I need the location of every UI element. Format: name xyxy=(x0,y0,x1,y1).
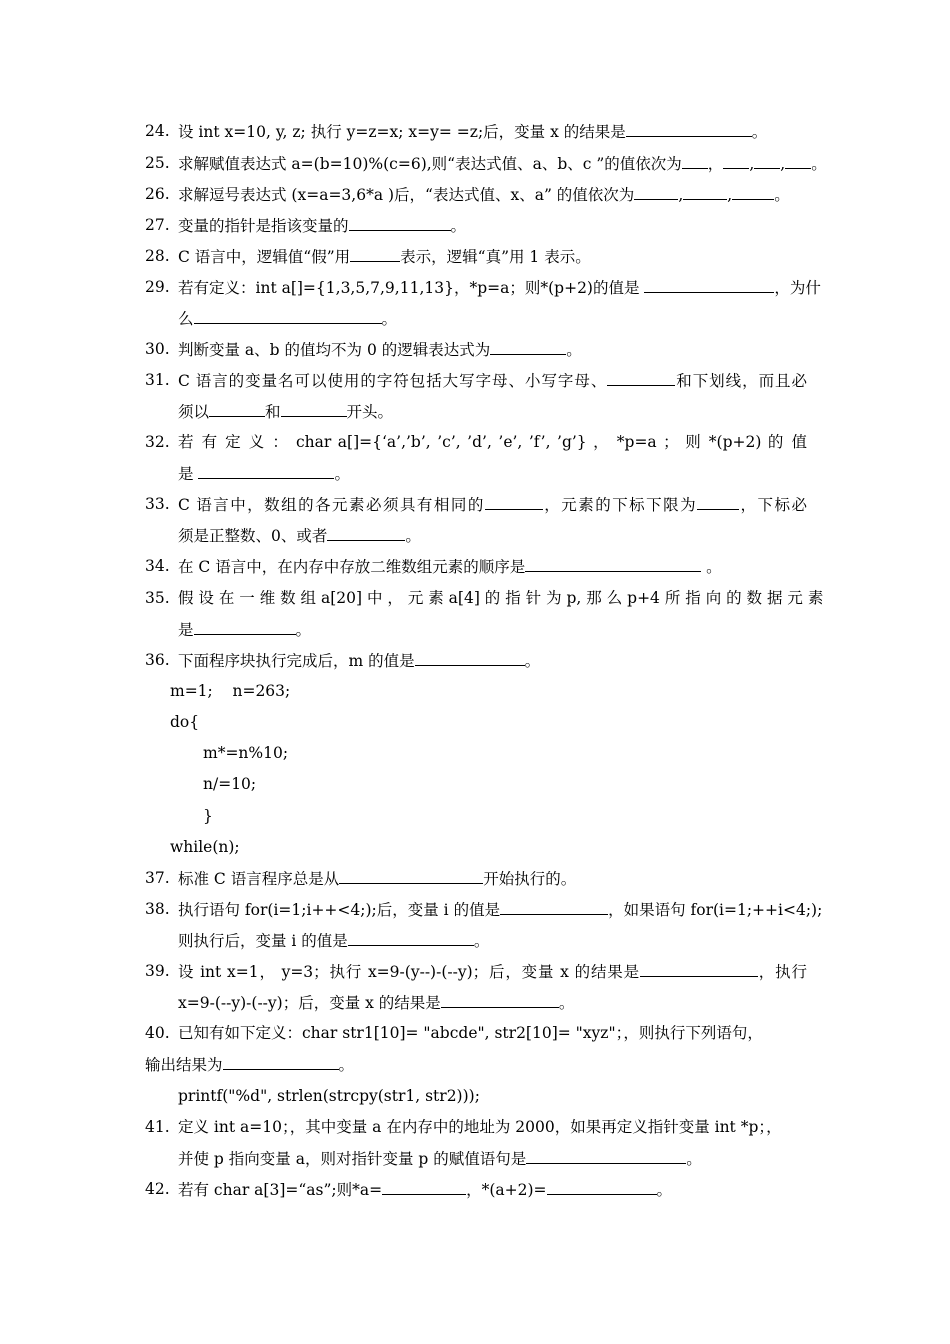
question-number: 42. xyxy=(145,1180,170,1198)
question-text: 和下划线，而且必 xyxy=(675,372,807,390)
answer-blank[interactable] xyxy=(350,246,400,262)
question-number: 38. xyxy=(145,900,170,918)
question-text: 开头。 xyxy=(346,403,394,421)
question-continuation xyxy=(178,463,808,484)
question-body xyxy=(178,277,821,298)
answer-blank[interactable] xyxy=(785,153,811,169)
question-text: 。 xyxy=(334,465,350,483)
question-text: 。 xyxy=(656,1181,673,1199)
code-line: m*=n%10; xyxy=(203,744,289,762)
answer-blank[interactable] xyxy=(349,215,451,231)
answer-blank[interactable] xyxy=(500,899,608,915)
question-body xyxy=(178,246,807,267)
question-body xyxy=(178,153,827,174)
question-text: ， xyxy=(707,155,724,173)
question-text: C 语言的变量名可以使用的字符包括大写字母、小写字母、 xyxy=(178,372,608,390)
question-text: 。 xyxy=(473,932,490,950)
answer-blank[interactable] xyxy=(547,1179,657,1195)
question-body xyxy=(178,339,807,360)
question-text: ，如果语句 for(i=1;++i<4;); xyxy=(608,901,823,919)
question-body xyxy=(178,1023,807,1043)
question-text: 。 xyxy=(751,123,768,141)
question-number: 36. xyxy=(145,651,170,669)
question-text: 判断变量 a、b 的值均不为 0 的逻辑表达式为 xyxy=(178,341,491,359)
question-text: 。 xyxy=(566,341,582,359)
question-text: 输出结果为 xyxy=(145,1056,223,1074)
question-text: 在 C 语言中，在内存中存放二维数组元素的顺序是 xyxy=(178,558,526,576)
question-body xyxy=(178,961,807,982)
code-line: } xyxy=(203,807,213,825)
question-text: 。 xyxy=(450,217,467,235)
question-text: ，为什 xyxy=(774,279,821,297)
question-text: 。 xyxy=(558,994,575,1012)
answer-blank[interactable] xyxy=(348,930,474,946)
question-text: 是 xyxy=(178,465,199,483)
answer-blank[interactable] xyxy=(723,153,749,169)
question-body xyxy=(178,494,807,515)
question-number: 27. xyxy=(145,216,170,234)
question-text: 。 xyxy=(338,1056,355,1074)
question-continuation xyxy=(178,308,808,329)
code-line: m=1; n=263; xyxy=(170,682,291,700)
question-number: 31. xyxy=(145,371,170,389)
question-text: 是 xyxy=(178,621,194,639)
question-number: 34. xyxy=(145,557,170,575)
answer-blank[interactable] xyxy=(682,153,708,169)
question-number: 40. xyxy=(145,1024,170,1042)
answer-blank[interactable] xyxy=(607,370,675,386)
question-body xyxy=(178,556,807,577)
question-continuation xyxy=(178,930,808,951)
question-text: 求解赋值表达式 a=(b=10)%(c=6),则“表达式值、a、b、c ”的值依次为 xyxy=(178,155,682,173)
question-number: 30. xyxy=(145,340,170,358)
question-text: 表示，逻辑“真”用 1 表示。 xyxy=(400,248,591,266)
answer-blank[interactable] xyxy=(634,184,678,200)
question-text: , xyxy=(727,186,733,204)
code-line: n/=10; xyxy=(203,775,257,793)
question-text: , xyxy=(780,155,786,173)
question-text: 若有定义：int a[]={1,3,5,7,9,11,13}，*p=a；则*(p+2)的值是 xyxy=(178,279,645,297)
answer-blank[interactable] xyxy=(382,1179,466,1195)
answer-blank[interactable] xyxy=(339,868,483,884)
question-text: 标准 C 语言程序总是从 xyxy=(178,870,340,888)
question-text: 下面程序块执行完成后，m 的值是 xyxy=(178,652,415,670)
question-text: ，元素的下标下限为 xyxy=(542,496,698,514)
answer-blank[interactable] xyxy=(327,525,405,541)
question-body xyxy=(178,1179,807,1200)
code-line: do{ xyxy=(170,713,200,731)
code-line: while(n); xyxy=(170,838,240,856)
answer-blank[interactable] xyxy=(198,463,334,479)
code-line: printf("%d", strlen(strcpy(str1, str2))); xyxy=(178,1087,480,1105)
question-number: 25. xyxy=(145,154,170,172)
question-body xyxy=(178,121,807,142)
question-text: ，*(a+2)= xyxy=(466,1181,547,1199)
question-text: 假 设 在 一 维 数 组 a[20] 中 ， 元 素 a[4] 的 指 针 为 p, 那 么 p+4 所 指 向 的 数 据 元 素 xyxy=(178,589,824,607)
question-text: 。 xyxy=(686,1150,702,1168)
answer-blank[interactable] xyxy=(697,494,739,510)
question-body xyxy=(178,1117,807,1137)
question-body xyxy=(178,899,823,920)
answer-blank[interactable] xyxy=(194,619,296,635)
question-text: 。 xyxy=(774,186,790,204)
question-text: 若 有 定 义 ： char a[]={‘a’,’b’, ’c’, ’d’, ’e’, ’f’, ’g’} ， *p=a ； 则 *(p+2) 的 值 xyxy=(178,433,807,451)
question-text: ，下标必 xyxy=(739,496,807,514)
answer-blank[interactable] xyxy=(526,1148,686,1164)
answer-blank[interactable] xyxy=(485,494,543,510)
question-number: 28. xyxy=(145,247,170,265)
answer-blank[interactable] xyxy=(644,277,774,293)
question-text: 定义 int a=10；，其中变量 a 在内存中的地址为 2000，如果再定义指针变量 int *p；， xyxy=(178,1118,782,1136)
question-body xyxy=(178,432,807,452)
answer-blank[interactable] xyxy=(683,184,727,200)
question-text: 须是正整数、0、或者 xyxy=(178,527,328,545)
question-text: 变量的指针是指该变量的 xyxy=(178,217,349,235)
answer-blank[interactable] xyxy=(640,961,758,977)
answer-blank[interactable] xyxy=(754,153,780,169)
question-text: 若有 char a[3]=“as”;则*a= xyxy=(178,1181,383,1199)
question-continuation xyxy=(178,992,808,1013)
answer-blank[interactable] xyxy=(441,992,559,1008)
question-number: 33. xyxy=(145,495,170,513)
question-number: 26. xyxy=(145,185,170,203)
question-body xyxy=(178,370,807,391)
answer-blank[interactable] xyxy=(281,401,347,417)
question-number: 41. xyxy=(145,1118,170,1136)
answer-blank[interactable] xyxy=(223,1054,339,1070)
question-body xyxy=(178,184,807,205)
answer-blank[interactable] xyxy=(626,121,752,137)
question-text: C 语言中，数组的各元素必须具有相同的 xyxy=(178,496,485,514)
question-text: , xyxy=(678,186,684,204)
question-number: 37. xyxy=(145,869,170,887)
question-text: 设 int x=1， y=3；执行 x=9-(y--)-(--y)；后，变量 x 的结果是 xyxy=(178,963,640,981)
question-text: 。 xyxy=(701,558,722,576)
question-number: 32. xyxy=(145,433,170,451)
question-text: 。 xyxy=(811,155,827,173)
question-body xyxy=(178,588,824,608)
question-text: 求解逗号表达式 (x=a=3,6*a )后，“表达式值、x、a” 的值依次为 xyxy=(178,186,635,204)
question-number: 29. xyxy=(145,278,170,296)
question-text: , xyxy=(749,155,755,173)
question-text: 。 xyxy=(295,621,312,639)
question-continuation xyxy=(178,401,808,422)
answer-blank[interactable] xyxy=(732,184,774,200)
question-text: 执行语句 for(i=1;i++<4;);后，变量 i 的值是 xyxy=(178,901,501,919)
question-continuation xyxy=(178,619,808,640)
question-continuation xyxy=(145,1054,354,1075)
question-body xyxy=(178,868,807,889)
question-text: C 语言中，逻辑值“假”用 xyxy=(178,248,351,266)
question-text: 设 int x=10, y, z; 执行 y=z=x; x=y= =z;后，变量 x 的结果是 xyxy=(178,123,626,141)
question-continuation xyxy=(178,1148,808,1169)
question-number: 24. xyxy=(145,122,170,140)
question-text: 和 xyxy=(265,403,281,421)
question-body xyxy=(178,650,807,671)
answer-blank[interactable] xyxy=(209,401,265,417)
question-continuation xyxy=(178,525,808,546)
answer-blank[interactable] xyxy=(415,650,525,666)
question-text: 已知有如下定义：char str1[10]= "abcde", str2[10]= "xyz"；，则执行下列语句， xyxy=(178,1024,763,1042)
question-text: 并使 p 指向变量 a，则对指针变量 p 的赋值语句是 xyxy=(178,1150,527,1168)
question-number: 39. xyxy=(145,962,170,980)
question-text: 。 xyxy=(524,652,541,670)
answer-blank[interactable] xyxy=(194,308,382,324)
question-body xyxy=(178,215,807,236)
answer-blank[interactable] xyxy=(525,556,701,572)
question-text: ，执行 xyxy=(757,963,807,981)
question-text: 开始执行的。 xyxy=(483,870,577,888)
question-text: 须以 xyxy=(178,403,210,421)
question-text: x=9-(--y)-(--y)；后，变量 x 的结果是 xyxy=(178,994,441,1012)
question-text: 。 xyxy=(405,527,421,545)
question-text: 么 xyxy=(178,310,194,328)
question-number: 35. xyxy=(145,589,170,607)
question-text: 则执行后，变量 i 的值是 xyxy=(178,932,348,950)
answer-blank[interactable] xyxy=(490,339,566,355)
question-text: 。 xyxy=(381,310,398,328)
